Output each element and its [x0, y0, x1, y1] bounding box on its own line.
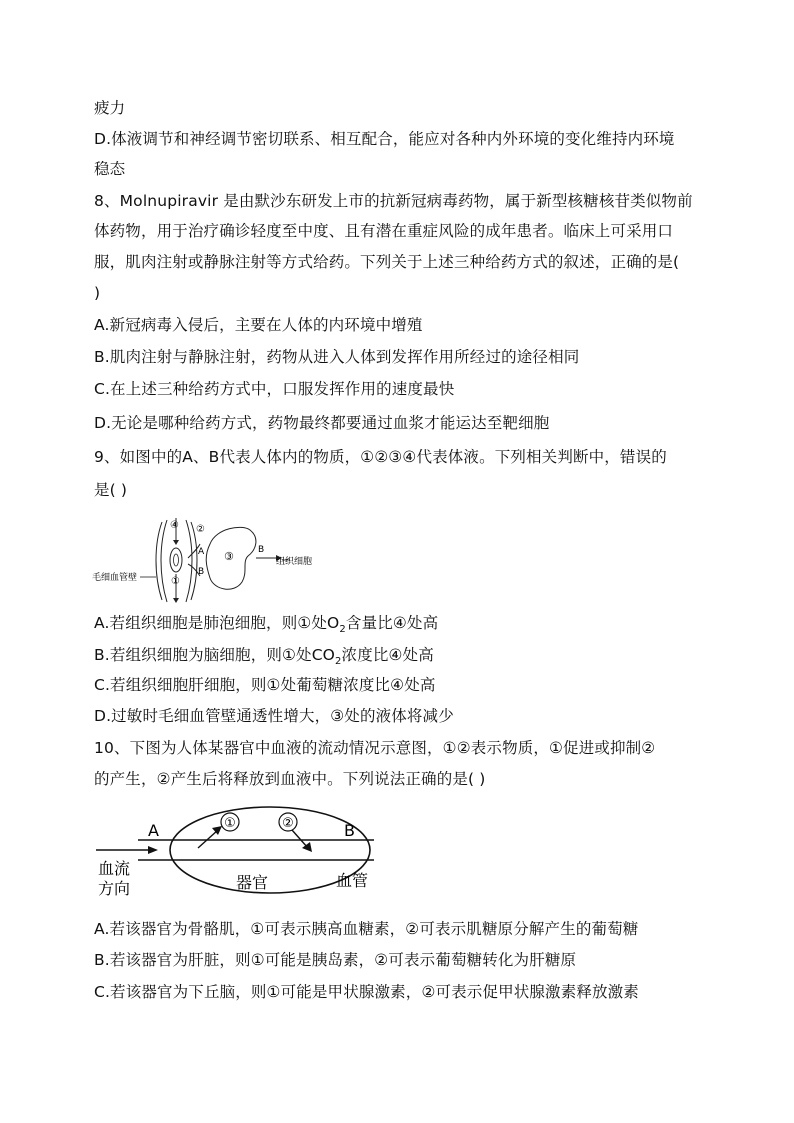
q9-option-a	[94, 612, 438, 641]
label-flow-line-1: 血流	[98, 859, 131, 878]
q9-stem-line-2: 是( )	[94, 481, 128, 499]
q10-figure	[94, 806, 394, 904]
subscript: 2	[335, 656, 342, 668]
label-tissue-cell: 组织细胞	[276, 557, 313, 567]
q9-option-d: D.过敏时毛细血管壁通透性增大，③处的液体将减少	[94, 707, 454, 725]
q9-option-c: C.若组织细胞肝细胞，则①处葡萄糖浓度比④处高	[94, 676, 436, 694]
q8-option-c: C.在上述三种给药方式中，口服发挥作用的速度最快	[94, 380, 455, 398]
arrow-head	[173, 598, 179, 603]
marker-3: ③	[224, 550, 234, 563]
blood-cell	[170, 548, 182, 572]
label-a: A	[148, 821, 159, 840]
q10-option-c: C.若该器官为下丘脑，则①可能是甲状腺激素，②可表示促甲状腺激素释放激素	[94, 983, 639, 1001]
blood-cell-core	[174, 554, 179, 566]
capillary-tissue-diagram	[92, 514, 332, 606]
arrow-head	[173, 540, 179, 545]
q7-option-d: D.体液调节和神经调节密切联系、相互配合，能应对各种内外环境的变化维持内环境	[94, 130, 675, 148]
marker-1: ①	[224, 816, 236, 831]
label-vessel: 血管	[336, 871, 369, 890]
capillary-wall-line	[161, 520, 167, 602]
q9-option-b-text: B.若组织细胞为脑细胞，则①处CO	[94, 646, 336, 664]
substance-1-arrow	[198, 830, 218, 848]
marker-4: ④	[170, 520, 179, 531]
marker-b-right: B	[258, 545, 265, 555]
q7-tail-line-1: 疲力	[94, 99, 126, 117]
label-organ: 器官	[236, 873, 269, 892]
q10-option-b: B.若该器官为肝脏，则①可能是胰岛素，②可表示葡萄糖转化为肝糖原	[94, 951, 577, 969]
q10-option-a: A.若该器官为骨骼肌，①可表示胰高血糖素，②可表示肌糖原分解产生的葡萄糖	[94, 920, 639, 938]
q8-option-d: D.无论是哪种给药方式，药物最终都要通过血浆才能运达至靶细胞	[94, 414, 550, 432]
q8-option-b: B.肌肉注射与静脉注射，药物从进入人体到发挥作用所经过的途径相同	[94, 348, 580, 366]
capillary-wall-line	[186, 520, 192, 602]
label-b: B	[344, 821, 355, 840]
marker-2: ②	[282, 816, 294, 831]
subscript: 2	[339, 624, 346, 636]
marker-2: ②	[196, 524, 205, 535]
q8-stem-line-1: 8、Molnupiravir 是由默沙东研发上市的抗新冠病毒药物，属于新型核糖核苷类似物前	[94, 192, 693, 210]
q9-option-b	[94, 644, 434, 673]
marker-a: A	[198, 547, 205, 557]
label-flow-line-2: 方向	[98, 879, 131, 898]
q8-stem-line-4: )	[94, 284, 101, 302]
q8-stem-line-2: 体药物，用于治疗确诊轻度至中度、且有潜在重症风险的成年患者。临床上可采用口	[94, 222, 674, 240]
q9-stem-line-1: 9、如图中的A、B代表人体内的物质，①②③④代表体液。下列相关判断中，错误的	[94, 448, 667, 466]
substance-2-arrow	[292, 830, 308, 848]
q9-option-a-text: A.若组织细胞是肺泡细胞，则①处O	[94, 614, 340, 632]
q9-option-a-text-end: 含量比④处高	[345, 614, 439, 632]
q9-option-b-text-end: 浓度比④处高	[341, 646, 434, 664]
q8-option-a: A.新冠病毒入侵后，主要在人体的内环境中增殖	[94, 316, 423, 334]
q8-stem-line-3: 服，肌肉注射或静脉注射等方式给药。下列关于上述三种给药方式的叙述，正确的是(	[94, 253, 680, 271]
q9-figure	[92, 514, 332, 606]
q7-tail-line-3: 稳态	[94, 160, 126, 178]
marker-1: ①	[171, 576, 180, 587]
label-capillary-wall: 毛细血管壁	[92, 573, 138, 583]
q10-stem-line-1: 10、下图为人体某器官中血液的流动情况示意图，①②表示物质，①促进或抑制②	[94, 739, 656, 757]
arrow-head	[148, 846, 158, 854]
organ-blood-flow-diagram	[94, 806, 394, 904]
marker-b-left: B	[198, 567, 205, 577]
q10-stem-line-2: 的产生，②产生后将释放到血液中。下列说法正确的是( )	[94, 770, 486, 788]
